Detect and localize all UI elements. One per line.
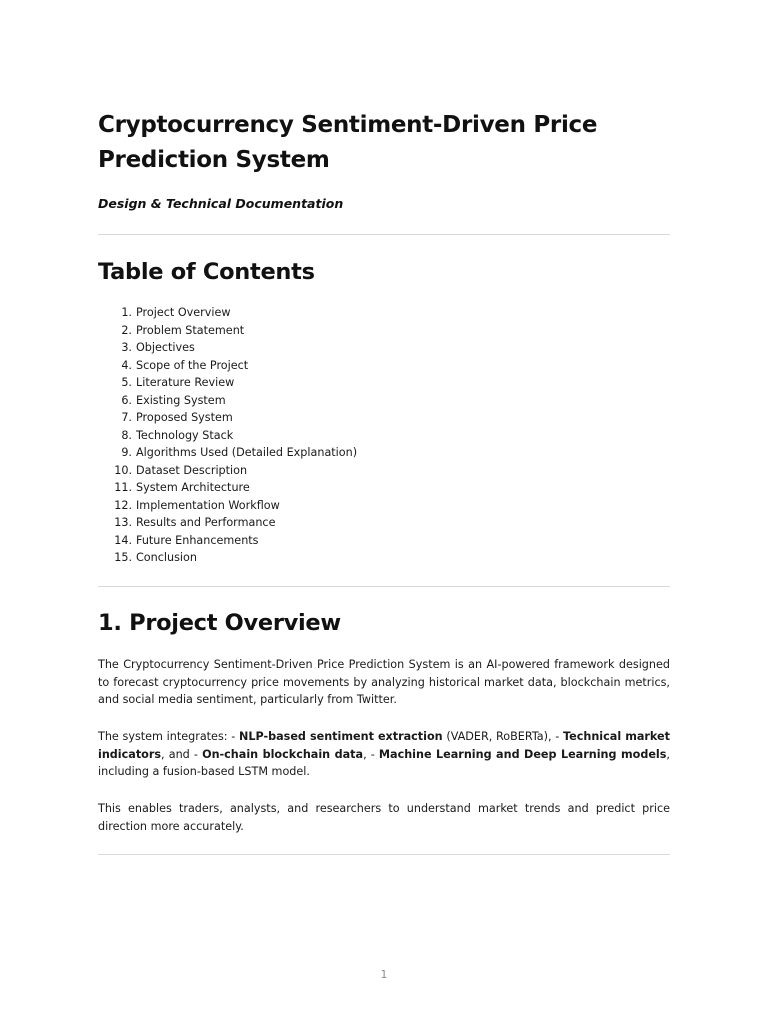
toc-item-label: Results and Performance xyxy=(136,516,276,529)
toc-item-label: Problem Statement xyxy=(136,323,245,337)
section-heading-project-overview: 1. Project Overview xyxy=(98,610,341,636)
toc-item-number: 12. xyxy=(114,498,132,512)
toc-item-label: Objectives xyxy=(136,341,195,354)
toc-item xyxy=(98,374,357,392)
toc-item xyxy=(98,339,357,357)
toc-item-number: 9. xyxy=(121,446,132,459)
toc-item-label: Scope of the Project xyxy=(136,358,249,372)
paragraph-text: (VADER, RoBERTa), - xyxy=(442,730,564,743)
toc-item-number: 4. xyxy=(121,358,132,372)
toc-item xyxy=(98,427,357,445)
toc-item xyxy=(98,479,357,497)
toc-heading: Table of Contents xyxy=(98,259,315,285)
toc-item-number: 13. xyxy=(114,516,132,529)
toc-item xyxy=(98,532,357,550)
overview-integrations-paragraph xyxy=(98,728,670,781)
paragraph-text: , and - xyxy=(161,747,203,761)
toc-item-number: 3. xyxy=(121,341,132,354)
toc-item-number: 7. xyxy=(121,411,132,424)
toc-item-label: Literature Review xyxy=(136,376,235,389)
toc-item-label: Dataset Description xyxy=(136,463,248,477)
page-number: 1 xyxy=(380,969,388,981)
toc-item-number: 10. xyxy=(114,463,132,477)
toc-item-label: Proposed System xyxy=(136,411,233,424)
toc-item xyxy=(98,322,357,340)
bold-term-ml-models: Machine Learning and Deep Learning models xyxy=(378,747,667,761)
toc-item-label: Project Overview xyxy=(136,306,231,319)
toc-item xyxy=(98,357,357,375)
paragraph-text: The system integrates: - xyxy=(98,730,239,743)
document-subtitle: Design & Technical Documentation xyxy=(98,196,344,211)
overview-paragraph: The Cryptocurrency Sentiment-Driven Price Prediction System is an AI-powered framework designed to forecast cryptocurrency price movements by analyzing historical market data, blockchain metrics, and social media sentiment, particularly from Twitter. xyxy=(98,658,670,707)
toc-item xyxy=(98,462,357,480)
toc-item xyxy=(98,549,357,567)
paragraph-text: , including a fusion-based LSTM model. xyxy=(98,747,670,779)
toc-item-label: Conclusion xyxy=(136,551,197,564)
toc-item xyxy=(98,444,357,462)
toc-item-label: Future Enhancements xyxy=(136,533,259,547)
bold-term-technical-indicators: Technical market indicators xyxy=(98,730,670,761)
toc-item xyxy=(98,392,357,410)
toc-item-label: System Architecture xyxy=(136,481,250,494)
toc-item-label: Technology Stack xyxy=(136,428,234,442)
toc-item-label: Algorithms Used (Detailed Explanation) xyxy=(136,446,358,459)
bold-term-nlp: NLP-based sentiment extraction xyxy=(238,730,443,743)
divider xyxy=(98,854,670,855)
toc-item-label: Existing System xyxy=(136,393,226,407)
paragraph-text: , - xyxy=(363,747,379,761)
document-title: Cryptocurrency Sentiment-Driven Price Prediction System xyxy=(98,112,598,173)
divider xyxy=(98,586,670,587)
toc-list xyxy=(98,304,357,567)
toc-item xyxy=(98,514,357,532)
toc-item-number: 5. xyxy=(121,376,132,389)
toc-item xyxy=(98,409,357,427)
toc-item-number: 2. xyxy=(121,323,132,337)
toc-item-number: 6. xyxy=(121,393,132,407)
toc-item xyxy=(98,497,357,515)
divider xyxy=(98,234,670,235)
toc-item-number: 1. xyxy=(121,306,132,319)
toc-item-number: 8. xyxy=(121,428,132,442)
toc-item-number: 14. xyxy=(114,533,132,547)
toc-item-label: Implementation Workflow xyxy=(136,498,280,512)
toc-item-number: 15. xyxy=(114,551,132,564)
bold-term-on-chain-data: On-chain blockchain data xyxy=(202,747,364,761)
toc-item xyxy=(98,304,357,322)
overview-closing-paragraph: This enables traders, analysts, and researchers to understand market trends and predict price direction more accurately. xyxy=(98,802,670,833)
toc-item-number: 11. xyxy=(114,481,132,494)
